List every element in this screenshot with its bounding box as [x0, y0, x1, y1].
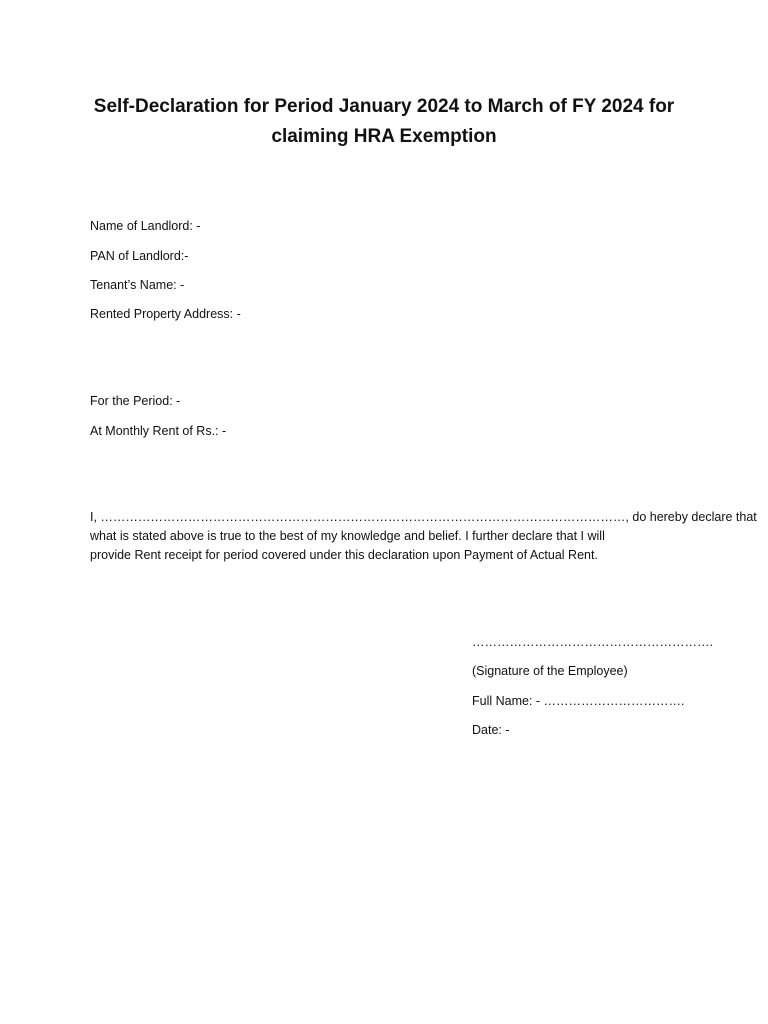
property-address-field: Rented Property Address: - [90, 307, 241, 321]
landlord-pan-field: PAN of Landlord:- [90, 249, 189, 263]
title-line-2: claiming HRA Exemption [271, 126, 497, 147]
period-field: For the Period: - [90, 394, 181, 408]
declaration-line-3: provide Rent receipt for period covered under this declaration upon Payment of Actual Rent. [90, 548, 598, 562]
date-field: Date: - [472, 723, 510, 737]
declaration-line-1: I, ………………………………………………………………………………………………………………, do hereby declare that [90, 510, 757, 524]
tenant-name-field: Tenant’s Name: - [90, 278, 185, 292]
title-line-1: Self-Declaration for Period January 2024 to March of FY 2024 for [93, 96, 675, 117]
landlord-name-field: Name of Landlord: - [90, 219, 201, 233]
monthly-rent-field: At Monthly Rent of Rs.: - [90, 424, 227, 438]
signature-dotted-line: …………………………………………………. [472, 635, 713, 649]
full-name-field: Full Name: - ……………………………. [472, 694, 685, 708]
document-title [60, 92, 708, 152]
declaration-paragraph [90, 508, 757, 565]
signature-caption: (Signature of the Employee) [472, 664, 628, 678]
declaration-line-2: what is stated above is true to the best of my knowledge and belief. I further declare that I will [90, 529, 605, 543]
